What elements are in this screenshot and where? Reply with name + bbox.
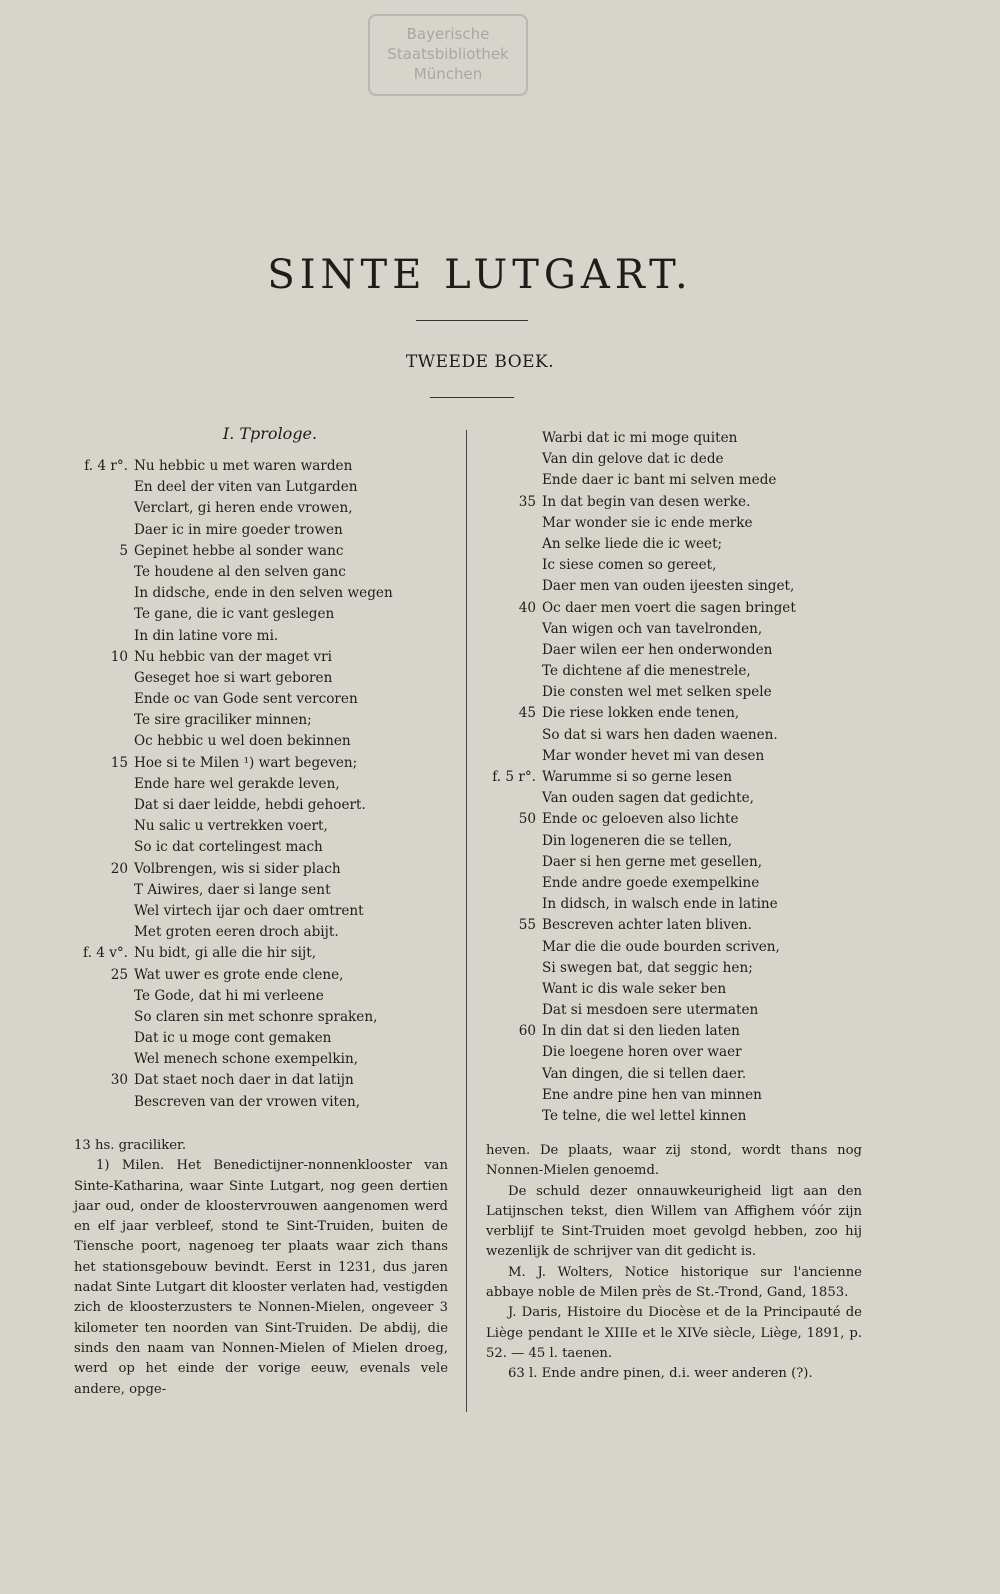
- verse-line: [134, 689, 393, 710]
- verse-line: [110, 1070, 393, 1091]
- verse-line: [542, 1106, 796, 1127]
- verse-text: Daer si hen gerne met gesellen,: [542, 853, 763, 870]
- verse-line: [542, 470, 796, 491]
- verse-line: [110, 965, 393, 986]
- verse-line: [134, 562, 393, 583]
- verse-text: Met groten eeren droch abijt.: [134, 924, 339, 941]
- verse-text: Gepinet hebbe al sonder wanc: [134, 542, 344, 559]
- column-divider: [466, 430, 467, 1412]
- verse-text: Dat si daer leidde, hebdi gehoert.: [134, 797, 366, 813]
- variant-note: 13 hs. graciliker.: [74, 1138, 187, 1153]
- verse-text: Daer men van ouden ijeesten singet,: [542, 578, 795, 595]
- verse-line: [134, 816, 393, 837]
- verse-text: Verclart, gi heren ende vrowen,: [134, 500, 353, 517]
- verse-text: In din dat si den lieden laten: [542, 1023, 740, 1040]
- verse-text: Ende oc van Gode sent vercoren: [134, 691, 358, 708]
- reference-daris: J. Daris, Histoire du Diocèse et de la Principauté de Liège pendant le XIIIe et le XIVe siècle, Liège, 1891, p. 52. — 45 l. taenen.: [486, 1305, 862, 1361]
- verse-text: Van dingen, die si tellen daer.: [542, 1065, 747, 1082]
- verse-text: Volbrengen, wis si sider plach: [134, 860, 341, 877]
- verse-number: 35: [518, 493, 536, 510]
- verse-text: Te dichtene af die menestrele,: [542, 663, 751, 680]
- verse-line: [542, 958, 796, 979]
- verse-line: [134, 880, 393, 901]
- right-verse-column: [492, 428, 796, 1127]
- verse-text: Te sire graciliker minnen;: [134, 712, 312, 729]
- stamp-line: München: [413, 65, 483, 83]
- verse-line: [134, 520, 393, 541]
- verse-line: [134, 1028, 393, 1049]
- verse-number: 25: [110, 966, 128, 983]
- verse-text: Die consten wel met selken spele: [542, 684, 772, 701]
- title-rule: [416, 320, 528, 321]
- verse-number: f. 4 r°.: [84, 458, 128, 474]
- verse-number: 40: [518, 599, 536, 616]
- verse-text: Mar wonder sie ic ende merke: [542, 514, 753, 531]
- verse-text: Bescreven achter laten bliven.: [542, 917, 752, 934]
- verse-number: f. 5 r°.: [492, 769, 536, 785]
- verse-number: 5: [119, 542, 128, 559]
- verse-text: Bescreven van der vrowen viten,: [134, 1093, 361, 1110]
- verse-line: [542, 1042, 796, 1063]
- verse-text: Warumme si so gerne lesen: [542, 769, 732, 785]
- verse-text: Mar die die oude bourden scriven,: [542, 938, 780, 955]
- verse-text: Mar wonder hevet mi van desen: [542, 747, 765, 764]
- verse-line: [134, 668, 393, 689]
- verse-line: [134, 922, 393, 943]
- footnotes-left: [74, 1136, 448, 1400]
- verse-text: Ende hare wel gerakde leven,: [134, 775, 340, 792]
- verse-line: [134, 774, 393, 795]
- verse-line: [542, 852, 796, 873]
- verse-text: Dat si mesdoen sere utermaten: [542, 1002, 759, 1019]
- verse-text: In dat begin van desen werke.: [542, 493, 751, 510]
- verse-text: Want ic dis wale seker ben: [542, 980, 727, 997]
- verse-line: [110, 753, 393, 774]
- verse-text: Daer ic in mire goeder trowen: [134, 521, 343, 538]
- verse-text: Ic siese comen so gereet,: [542, 557, 717, 574]
- verse-line: [542, 831, 796, 852]
- verse-text: Te gane, die ic vant geslegen: [134, 606, 335, 623]
- verse-line: [518, 915, 796, 936]
- verse-number: 20: [110, 860, 128, 877]
- verse-line: [518, 598, 796, 619]
- verse-line: [542, 534, 796, 555]
- stamp-line: Staatsbibliothek: [387, 45, 509, 63]
- verse-line: [542, 937, 796, 958]
- verse-line: [492, 767, 796, 788]
- page-title: SINTE LUTGART.: [267, 252, 693, 298]
- verse-line: [542, 640, 796, 661]
- verse-line: [134, 477, 393, 498]
- verse-text: Geseget hoe si wart geboren: [134, 669, 333, 686]
- verse-line: [542, 513, 796, 534]
- footnote-milen: 1) Milen. Het Benedictijner-nonnenklooster van Sinte-Katharina, waar Sinte Lutgart, nog geen dertien jaar oud, onder de kloostervrouwen aangenomen werd en elf jaar verbleef, stond te Sint-Truiden, buiten de Tiensche poort, nagenoeg ter plaats waar zich thans het stationsgebouw bevindt. Eerst in 1231, dus jaren nadat Sinte Lutgart dit klooster verlaten had, vestigden zich de kloosterzusters te Nonnen-Mielen, ongeveer 3 kilometer ten noorden van Sint-Truiden. De abdij, die sinds den naam van Nonnen-Mielen of Mielen droeg, werd op het einde der vorige eeuw, evenals vele andere, opge-: [74, 1158, 448, 1397]
- variant-note-63: 63 l. Ende andre pinen, d.i. weer anderen (?).: [508, 1366, 813, 1382]
- verse-text: Daer wilen eer hen onderwonden: [542, 641, 773, 658]
- verse-line: [134, 604, 393, 625]
- verse-text: Wel virtech ijar och daer omtrent: [134, 902, 364, 919]
- verse-line: [518, 1021, 796, 1042]
- verse-line: [110, 859, 393, 880]
- verse-line: [542, 576, 796, 597]
- verse-line: [542, 682, 796, 703]
- library-stamp: [368, 14, 528, 96]
- verse-text: Van wigen och van tavelronden,: [542, 620, 763, 637]
- reference-wolters: M. J. Wolters, Notice historique sur l'ancienne abbaye noble de Milen près de St.-Trond, Gand, 1853.: [486, 1264, 862, 1301]
- footnotes-right: [486, 1141, 862, 1385]
- verse-text: So ic dat cortelingest mach: [134, 839, 323, 856]
- footnote-paragraph: De schuld dezer onnauwkeurigheid ligt aan den Latijnschen tekst, dien Willem van Affighem vóór zijn verblijf te Sint-Truiden moet gevolgd hebben, zoo hij wezenlijk de schrijver van dit gedicht is.: [486, 1183, 862, 1260]
- verse-text: En deel der viten van Lutgarden: [134, 479, 358, 496]
- verse-line: [134, 795, 393, 816]
- verse-text: Oc daer men voert die sagen bringet: [542, 599, 796, 616]
- verse-line: [110, 647, 393, 668]
- verse-text: In din latine vore mi.: [134, 627, 279, 644]
- verse-text: Nu hebbic u met waren warden: [134, 458, 353, 474]
- verse-number: 10: [110, 648, 128, 665]
- verse-text: Van din gelove dat ic dede: [542, 451, 724, 468]
- verse-number: 45: [518, 705, 536, 722]
- verse-text: Oc hebbic u wel doen bekinnen: [134, 733, 351, 750]
- verse-text: Te Gode, dat hi mi verleene: [134, 987, 324, 1004]
- verse-line: [134, 710, 393, 731]
- verse-line: [134, 1092, 393, 1113]
- verse-text: Dat staet noch daer in dat latijn: [134, 1072, 354, 1089]
- verse-text: Dat ic u moge cont gemaken: [134, 1030, 332, 1047]
- verse-line: [134, 498, 393, 519]
- verse-line: [542, 1085, 796, 1106]
- verse-line: [542, 449, 796, 470]
- subtitle-rule: [430, 397, 514, 398]
- verse-line: [542, 428, 796, 449]
- verse-line: [542, 873, 796, 894]
- verse-line: [134, 731, 393, 752]
- verse-number: 60: [518, 1023, 536, 1040]
- verse-text: Die loegene horen over waer: [542, 1044, 742, 1061]
- verse-line: [134, 901, 393, 922]
- verse-text: T Aiwires, daer si lange sent: [134, 881, 331, 898]
- left-verse-column: [83, 456, 393, 1113]
- verse-number: 15: [110, 754, 128, 771]
- verse-text: So claren sin met schonre spraken,: [134, 1008, 378, 1025]
- verse-text: Hoe si te Milen ¹) wart begeven;: [134, 754, 358, 771]
- verse-text: Wat uwer es grote ende clene,: [134, 966, 344, 983]
- verse-number: 55: [518, 917, 536, 934]
- verse-number: 50: [518, 811, 536, 828]
- verse-text: Ene andre pine hen van minnen: [542, 1086, 762, 1103]
- verse-line: [542, 661, 796, 682]
- verse-line: [542, 1064, 796, 1085]
- verse-text: In didsch, in walsch ende in latine: [542, 896, 778, 913]
- stamp-line: Bayerische: [406, 25, 490, 43]
- verse-text: Ende daer ic bant mi selven mede: [542, 472, 777, 489]
- verse-line: [134, 1007, 393, 1028]
- verse-text: So dat si wars hen daden waenen.: [542, 726, 778, 743]
- verse-text: Te houdene al den selven ganc: [134, 563, 346, 580]
- verse-line: [518, 703, 796, 724]
- verse-line: [542, 746, 796, 767]
- verse-line: [134, 837, 393, 858]
- verse-line: [518, 809, 796, 830]
- book-subtitle: TWEEDE BOEK.: [405, 352, 555, 372]
- verse-line: [542, 1000, 796, 1021]
- verse-number: f. 4 v°.: [83, 945, 128, 962]
- verse-text: Si swegen bat, dat seggic hen;: [542, 959, 753, 976]
- verse-text: Ende oc geloeven also lichte: [542, 811, 739, 828]
- verse-line: [83, 943, 393, 964]
- verse-line: [542, 788, 796, 809]
- verse-text: Van ouden sagen dat gedichte,: [542, 790, 754, 807]
- verse-number: 30: [110, 1072, 128, 1089]
- verse-line: [134, 986, 393, 1007]
- verse-text: Te telne, die wel lettel kinnen: [542, 1108, 747, 1124]
- verse-line: [542, 979, 796, 1000]
- verse-text: Die riese lokken ende tenen,: [542, 705, 740, 722]
- verse-text: An selke liede die ic weet;: [542, 535, 723, 552]
- section-heading: I. Tprologe.: [222, 424, 318, 443]
- verse-text: Warbi dat ic mi moge quiten: [542, 430, 738, 446]
- verse-text: In didsche, ende in den selven wegen: [134, 585, 393, 602]
- verse-text: Nu salic u vertrekken voert,: [134, 818, 328, 835]
- verse-line: [84, 456, 393, 477]
- verse-text: Nu hebbic van der maget vri: [134, 648, 332, 665]
- verse-text: Ende andre goede exempelkine: [542, 874, 760, 891]
- verse-line: [542, 619, 796, 640]
- verse-line: [542, 555, 796, 576]
- verse-text: Nu bidt, gi alle die hir sijt,: [134, 945, 317, 962]
- verse-text: Wel menech schone exempelkin,: [134, 1051, 359, 1068]
- verse-text: Din logeneren die se tellen,: [542, 832, 733, 849]
- verse-line: [542, 725, 796, 746]
- verse-line: [134, 583, 393, 604]
- verse-line: [542, 894, 796, 915]
- verse-line: [119, 541, 393, 562]
- verse-line: [518, 492, 796, 513]
- verse-line: [134, 1049, 393, 1070]
- footnote-continuation: heven. De plaats, waar zij stond, wordt thans nog Nonnen-Mielen genoemd.: [486, 1143, 862, 1179]
- verse-line: [134, 626, 393, 647]
